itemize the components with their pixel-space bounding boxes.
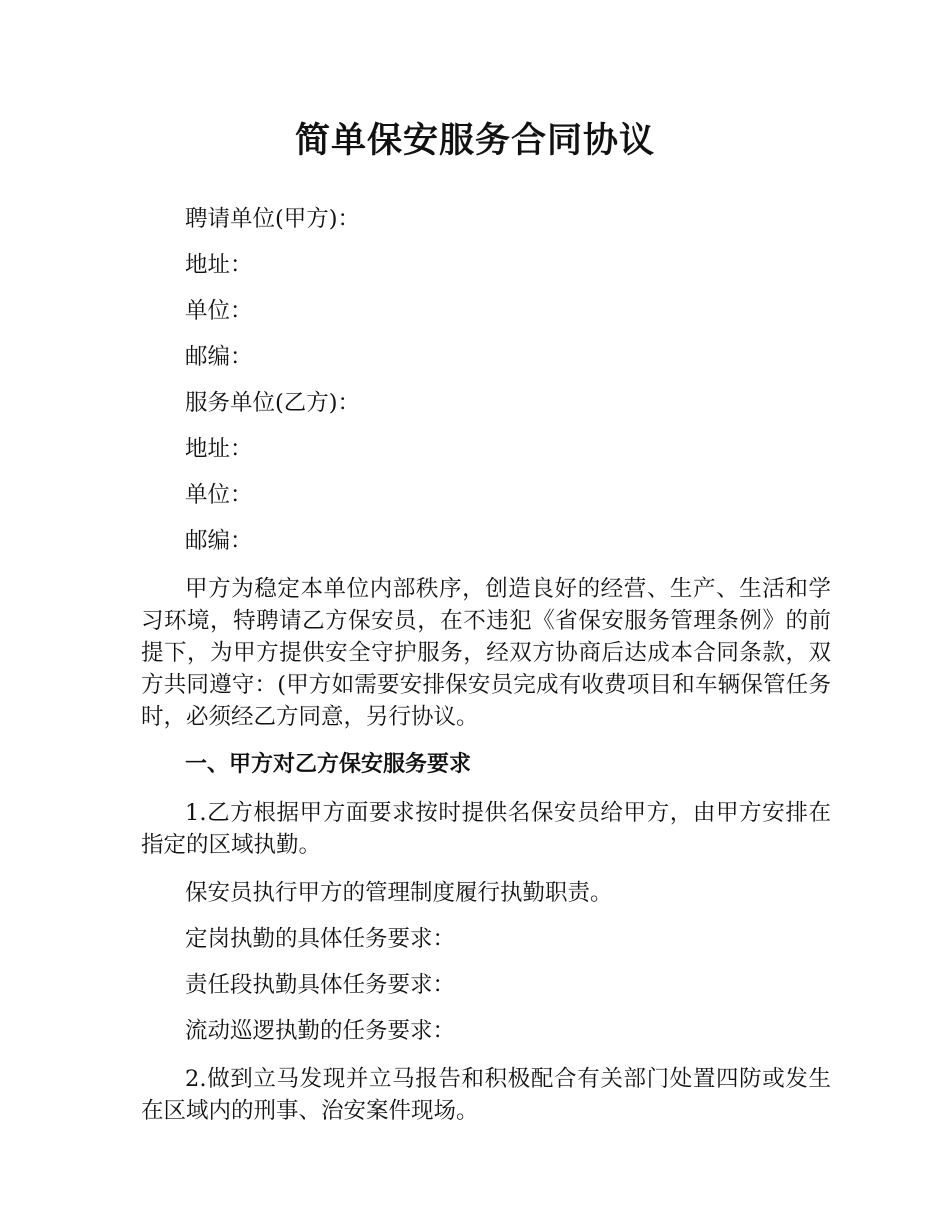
party-b-address: 地址： bbox=[185, 436, 253, 462]
party-b-label: 服务单位(乙方)： bbox=[185, 390, 361, 416]
duty-line: 保安员执行甲方的管理制度履行执勤职责。 bbox=[185, 880, 613, 906]
zone-duty-line: 责任段执勤具体任务要求： bbox=[185, 972, 456, 998]
section-1-item-2: 2.做到立马发现并立马报告和积极配合有关部门处置四防或发生在区域内的刑事、治安案件现场。 bbox=[141, 1066, 831, 1124]
party-a-postcode: 邮编： bbox=[185, 344, 253, 370]
party-a-label: 聘请单位(甲方)： bbox=[185, 206, 361, 232]
spacer bbox=[141, 788, 831, 797]
document-title: 简单保安服务合同协议 bbox=[294, 121, 655, 161]
party-b-unit: 单位： bbox=[185, 482, 253, 508]
spacer bbox=[141, 861, 831, 870]
section-1-item-1: 1.乙方根据甲方面要求按时提供名保安员给甲方，由甲方安排在指定的区域执勤。 bbox=[141, 800, 831, 858]
fixed-post-line: 定岗执勤的具体任务要求： bbox=[185, 926, 456, 952]
spacer bbox=[141, 733, 831, 742]
party-a-address: 地址： bbox=[185, 252, 253, 278]
preamble-paragraph: 甲方为稳定本单位内部秩序，创造良好的经营、生产、生活和学习环境，特聘请乙方保安员，在不违犯《省保安服务管理条例》的前提下，为甲方提供安全守护服务，经双方协商后达成本合同条款，双方共同遵守：(甲方如需要安排保安员完成有收费项目和车辆保管任务时，必须经乙方同意，另行协议。 bbox=[141, 576, 831, 730]
document-body bbox=[141, 196, 831, 1127]
spacer bbox=[141, 1054, 831, 1063]
section-1-heading: 一、甲方对乙方保安服务要求 bbox=[185, 752, 472, 777]
spacer bbox=[141, 564, 831, 573]
party-b-postcode: 邮编： bbox=[185, 528, 253, 554]
party-a-unit: 单位： bbox=[185, 298, 253, 324]
patrol-duty-line: 流动巡逻执勤的任务要求： bbox=[185, 1018, 456, 1044]
